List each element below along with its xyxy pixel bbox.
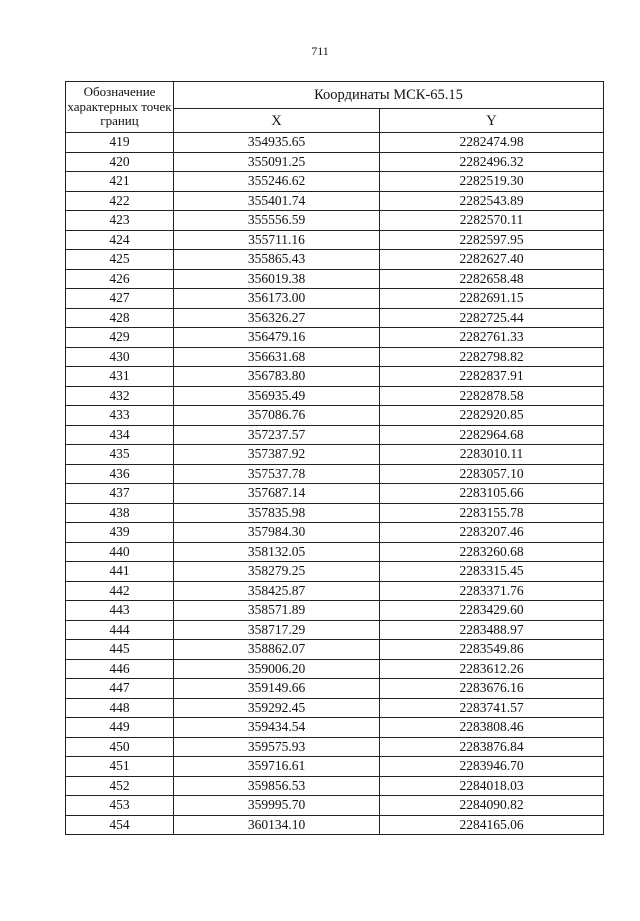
point-number-cell: 439 xyxy=(66,523,174,543)
table-row xyxy=(66,308,604,328)
x-coordinate-cell: 355865.43 xyxy=(174,250,380,270)
table-row xyxy=(66,230,604,250)
table-row xyxy=(66,503,604,523)
x-coordinate-cell: 354935.65 xyxy=(174,133,380,153)
table-row xyxy=(66,523,604,543)
point-number-cell: 421 xyxy=(66,172,174,192)
table-row xyxy=(66,406,604,426)
x-coordinate-cell: 356783.80 xyxy=(174,367,380,387)
point-number-cell: 450 xyxy=(66,737,174,757)
x-coordinate-cell: 357237.57 xyxy=(174,425,380,445)
point-number-cell: 431 xyxy=(66,367,174,387)
table-row xyxy=(66,796,604,816)
y-coordinate-cell: 2283010.11 xyxy=(380,445,604,465)
x-coordinate-cell: 359716.61 xyxy=(174,757,380,777)
table-row xyxy=(66,328,604,348)
y-coordinate-cell: 2282658.48 xyxy=(380,269,604,289)
y-coordinate-cell: 2282798.82 xyxy=(380,347,604,367)
point-number-cell: 432 xyxy=(66,386,174,406)
table-row xyxy=(66,250,604,270)
y-coordinate-cell: 2283876.84 xyxy=(380,737,604,757)
coordinates-system-header: Координаты МСК-65.15 xyxy=(174,82,604,109)
point-number-cell: 447 xyxy=(66,679,174,699)
y-coordinate-cell: 2282597.95 xyxy=(380,230,604,250)
page-number: 711 xyxy=(311,44,329,58)
table-row xyxy=(66,133,604,153)
point-number-cell: 445 xyxy=(66,640,174,660)
x-coordinate-cell: 356479.16 xyxy=(174,328,380,348)
point-designation-header: Обозначение характерных точек границ xyxy=(66,82,174,133)
table-row xyxy=(66,698,604,718)
y-coordinate-cell: 2283371.76 xyxy=(380,581,604,601)
x-coordinate-cell: 359434.54 xyxy=(174,718,380,738)
y-coordinate-cell: 2283946.70 xyxy=(380,757,604,777)
y-coordinate-cell: 2282474.98 xyxy=(380,133,604,153)
point-number-cell: 423 xyxy=(66,211,174,231)
y-coordinate-cell: 2282570.11 xyxy=(380,211,604,231)
point-number-cell: 453 xyxy=(66,796,174,816)
y-coordinate-cell: 2282691.15 xyxy=(380,289,604,309)
y-coordinate-cell: 2283155.78 xyxy=(380,503,604,523)
y-coordinate-cell: 2282496.32 xyxy=(380,152,604,172)
x-coordinate-cell: 357687.14 xyxy=(174,484,380,504)
y-coordinate-cell: 2282725.44 xyxy=(380,308,604,328)
y-coordinate-cell: 2283105.66 xyxy=(380,484,604,504)
point-number-cell: 443 xyxy=(66,601,174,621)
y-coordinate-cell: 2283260.68 xyxy=(380,542,604,562)
y-coordinate-cell: 2282627.40 xyxy=(380,250,604,270)
x-coordinate-cell: 356173.00 xyxy=(174,289,380,309)
point-number-cell: 452 xyxy=(66,776,174,796)
table-row xyxy=(66,152,604,172)
table-row xyxy=(66,737,604,757)
y-coordinate-cell: 2282964.68 xyxy=(380,425,604,445)
point-number-cell: 433 xyxy=(66,406,174,426)
y-coordinate-cell: 2283429.60 xyxy=(380,601,604,621)
y-coordinate-cell: 2283741.57 xyxy=(380,698,604,718)
x-coordinate-cell: 357086.76 xyxy=(174,406,380,426)
x-coordinate-cell: 359292.45 xyxy=(174,698,380,718)
table-row xyxy=(66,679,604,699)
y-coordinate-cell: 2282761.33 xyxy=(380,328,604,348)
point-number-cell: 429 xyxy=(66,328,174,348)
y-coordinate-cell: 2283057.10 xyxy=(380,464,604,484)
point-number-cell: 437 xyxy=(66,484,174,504)
table-row xyxy=(66,815,604,835)
y-coordinate-cell: 2283488.97 xyxy=(380,620,604,640)
point-number-cell: 440 xyxy=(66,542,174,562)
point-number-cell: 420 xyxy=(66,152,174,172)
point-number-cell: 441 xyxy=(66,562,174,582)
y-coordinate-cell: 2282920.85 xyxy=(380,406,604,426)
y-coordinate-cell: 2283315.45 xyxy=(380,562,604,582)
table-row xyxy=(66,386,604,406)
point-number-cell: 438 xyxy=(66,503,174,523)
header-row-top xyxy=(66,82,604,109)
table-row xyxy=(66,757,604,777)
x-coordinate-cell: 358425.87 xyxy=(174,581,380,601)
point-number-cell: 444 xyxy=(66,620,174,640)
table-row xyxy=(66,172,604,192)
x-coordinate-cell: 356631.68 xyxy=(174,347,380,367)
point-number-cell: 419 xyxy=(66,133,174,153)
x-column-header: X xyxy=(174,109,380,133)
y-coordinate-cell: 2283549.86 xyxy=(380,640,604,660)
table-row xyxy=(66,659,604,679)
table-row xyxy=(66,640,604,660)
x-coordinate-cell: 359149.66 xyxy=(174,679,380,699)
x-coordinate-cell: 356326.27 xyxy=(174,308,380,328)
x-coordinate-cell: 359995.70 xyxy=(174,796,380,816)
y-coordinate-cell: 2282519.30 xyxy=(380,172,604,192)
point-number-cell: 428 xyxy=(66,308,174,328)
x-coordinate-cell: 357537.78 xyxy=(174,464,380,484)
point-number-cell: 435 xyxy=(66,445,174,465)
point-number-cell: 427 xyxy=(66,289,174,309)
point-number-cell: 449 xyxy=(66,718,174,738)
x-coordinate-cell: 357835.98 xyxy=(174,503,380,523)
y-coordinate-cell: 2282543.89 xyxy=(380,191,604,211)
table-row xyxy=(66,581,604,601)
x-coordinate-cell: 355401.74 xyxy=(174,191,380,211)
table-row xyxy=(66,269,604,289)
point-number-cell: 426 xyxy=(66,269,174,289)
x-coordinate-cell: 355246.62 xyxy=(174,172,380,192)
x-coordinate-cell: 358717.29 xyxy=(174,620,380,640)
table-row xyxy=(66,562,604,582)
table-row xyxy=(66,484,604,504)
table-row xyxy=(66,211,604,231)
table-row xyxy=(66,542,604,562)
point-number-cell: 436 xyxy=(66,464,174,484)
point-number-cell: 454 xyxy=(66,815,174,835)
x-coordinate-cell: 357984.30 xyxy=(174,523,380,543)
point-number-cell: 422 xyxy=(66,191,174,211)
x-coordinate-cell: 359856.53 xyxy=(174,776,380,796)
point-number-cell: 442 xyxy=(66,581,174,601)
point-number-cell: 451 xyxy=(66,757,174,777)
table-row xyxy=(66,464,604,484)
x-coordinate-cell: 358132.05 xyxy=(174,542,380,562)
table-row xyxy=(66,718,604,738)
table-row xyxy=(66,347,604,367)
table-row xyxy=(66,425,604,445)
x-coordinate-cell: 358862.07 xyxy=(174,640,380,660)
table-row xyxy=(66,289,604,309)
table-row xyxy=(66,367,604,387)
y-coordinate-cell: 2283808.46 xyxy=(380,718,604,738)
y-coordinate-cell: 2282878.58 xyxy=(380,386,604,406)
x-coordinate-cell: 358279.25 xyxy=(174,562,380,582)
y-coordinate-cell: 2283612.26 xyxy=(380,659,604,679)
table-row xyxy=(66,191,604,211)
point-number-cell: 434 xyxy=(66,425,174,445)
point-number-cell: 430 xyxy=(66,347,174,367)
table-row xyxy=(66,776,604,796)
x-coordinate-cell: 356019.38 xyxy=(174,269,380,289)
point-number-cell: 446 xyxy=(66,659,174,679)
x-coordinate-cell: 355711.16 xyxy=(174,230,380,250)
y-coordinate-cell: 2284018.03 xyxy=(380,776,604,796)
point-number-cell: 448 xyxy=(66,698,174,718)
x-coordinate-cell: 357387.92 xyxy=(174,445,380,465)
x-coordinate-cell: 355091.25 xyxy=(174,152,380,172)
table-row xyxy=(66,620,604,640)
y-coordinate-cell: 2284090.82 xyxy=(380,796,604,816)
table-header xyxy=(66,82,604,133)
x-coordinate-cell: 356935.49 xyxy=(174,386,380,406)
table-row xyxy=(66,445,604,465)
point-number-cell: 425 xyxy=(66,250,174,270)
y-coordinate-cell: 2283676.16 xyxy=(380,679,604,699)
point-number-cell: 424 xyxy=(66,230,174,250)
x-coordinate-cell: 360134.10 xyxy=(174,815,380,835)
x-coordinate-cell: 359006.20 xyxy=(174,659,380,679)
y-coordinate-cell: 2284165.06 xyxy=(380,815,604,835)
x-coordinate-cell: 358571.89 xyxy=(174,601,380,621)
table-row xyxy=(66,601,604,621)
coordinates-table xyxy=(65,81,604,835)
y-column-header: Y xyxy=(380,109,604,133)
table-body xyxy=(66,133,604,835)
x-coordinate-cell: 355556.59 xyxy=(174,211,380,231)
y-coordinate-cell: 2283207.46 xyxy=(380,523,604,543)
x-coordinate-cell: 359575.93 xyxy=(174,737,380,757)
y-coordinate-cell: 2282837.91 xyxy=(380,367,604,387)
